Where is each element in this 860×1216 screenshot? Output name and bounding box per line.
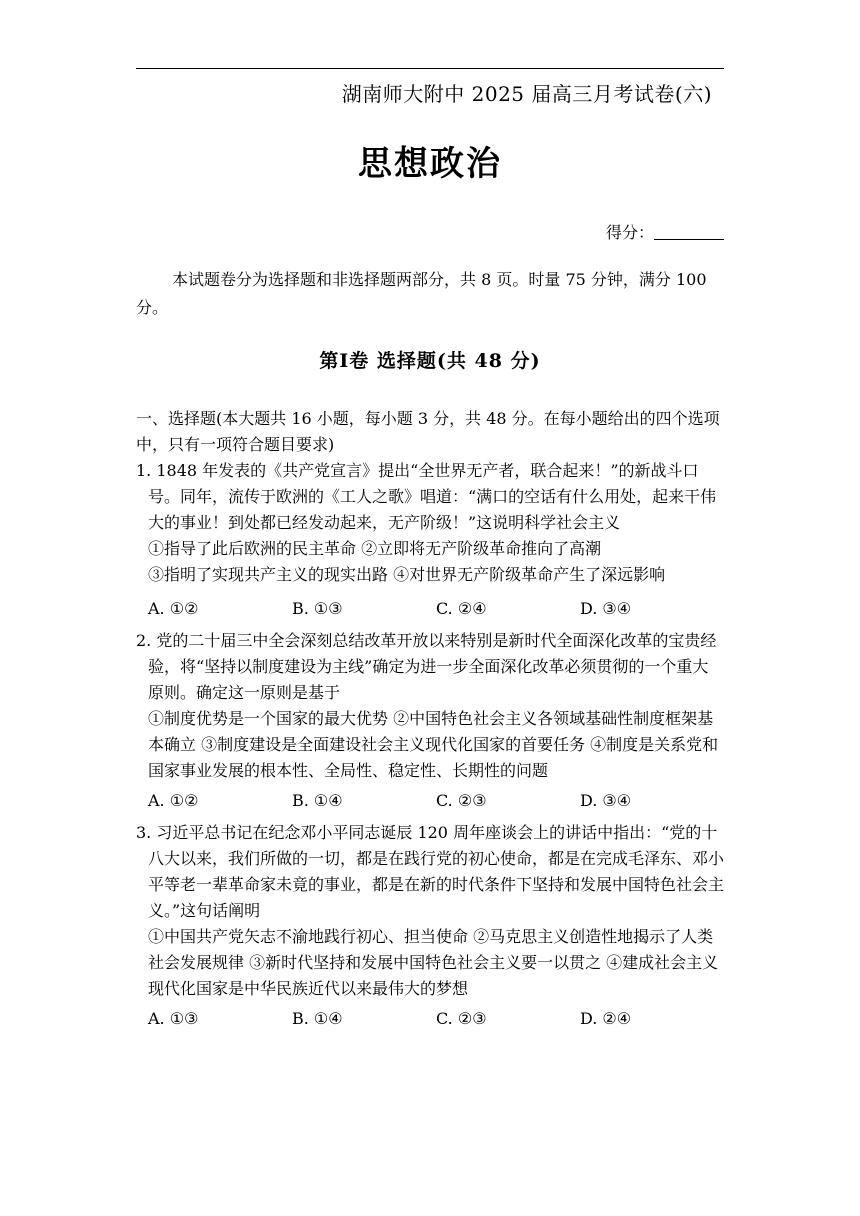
score-label: 得分： [605,223,654,242]
option-b[interactable]: B. ①③ [292,599,343,618]
question-1 [136,458,724,622]
section-instructions: 一、选择题(本大题共 16 小题，每小题 3 分，共 48 分。在每小题给出的四个选项中，只有一项符合题目要求) [136,409,720,454]
answer-options [136,788,724,814]
question-2 [136,628,724,814]
option-a[interactable]: A. ①③ [148,1009,199,1028]
question-stem: 3. 习近平总书记在纪念邓小平同志诞辰 120 周年座谈会上的讲话中指出：“党的十八大以来，我们所做的一切，都是在践行党的初心使命，都是在完成毛泽东、邓小平等老一辈革命家未竟的事业，都是在新的时代条件下坚持和发展中国特色社会主义。”这句话阐明 [136,823,725,920]
header-rule [136,68,724,69]
option-a[interactable]: A. ①② [148,791,199,810]
question-statements [136,924,724,1002]
option-b[interactable]: B. ①④ [292,791,343,810]
question-statements [136,536,724,588]
question-stem: 2. 党的二十届三中全会深刻总结改革开放以来特别是新时代全面深化改革的宝贵经验，将“坚持以制度建设为主线”确定为进一步全面深化改革必须贯彻的一个重大原则。确定这一原则是基于 [136,631,717,702]
section-title: 第Ⅰ卷 选择题(共 48 分) [319,350,541,372]
option-d[interactable]: D. ②④ [580,1009,632,1028]
intro-paragraph: 本试题卷分为选择题和非选择题两部分，共 8 页。时量 75 分钟，满分 100 分。 [136,270,707,317]
option-d[interactable]: D. ③④ [580,791,632,810]
score-blank [654,225,724,240]
statement-line: ③指明了实现共产主义的现实出路 ④对世界无产阶级革命产生了深远影响 [148,565,666,584]
statement-line: ①制度优势是一个国家的最大优势 ②中国特色社会主义各领域基础性制度框架基本确立 ③制度建设是全面建设社会主义现代化国家的首要任务 ④制度是关系党和国家事业发展的根本性、全局性、稳定性、长期性的问题 [148,709,719,780]
option-b[interactable]: B. ①④ [292,1009,343,1028]
question-3 [136,820,724,1032]
question-statements [136,706,724,784]
option-c[interactable]: C. ②④ [436,599,487,618]
subject-title: 思想政治 [358,144,502,184]
option-d[interactable]: D. ③④ [580,599,632,618]
option-a[interactable]: A. ①② [148,599,199,618]
exam-header: 湖南师大附中 2025 届高三月考试卷(六) [341,82,712,106]
question-list [136,458,724,1038]
statement-line: ①中国共产党矢志不渝地践行初心、担当使命 ②马克思主义创造性地揭示了人类社会发展规律 ③新时代坚持和发展中国特色社会主义要一以贯之 ④建成社会主义现代化国家是中华民族近代以来最伟大的梦想 [148,927,719,998]
answer-options [136,1006,724,1032]
statement-line: ①指导了此后欧洲的民主革命 ②立即将无产阶级革命推向了高潮 [148,539,602,558]
score-field [606,220,724,243]
answer-options [136,596,724,622]
option-c[interactable]: C. ②③ [436,791,487,810]
option-c[interactable]: C. ②③ [436,1009,487,1028]
question-stem: 1. 1848 年发表的《共产党宣言》提出“全世界无产者，联合起来！”的新战斗口号。同年，流传于欧洲的《工人之歌》唱道：“满口的空话有什么用处，起来干伟大的事业！到处都已经发动起来，无产阶级！”这说明科学社会主义 [136,461,717,532]
